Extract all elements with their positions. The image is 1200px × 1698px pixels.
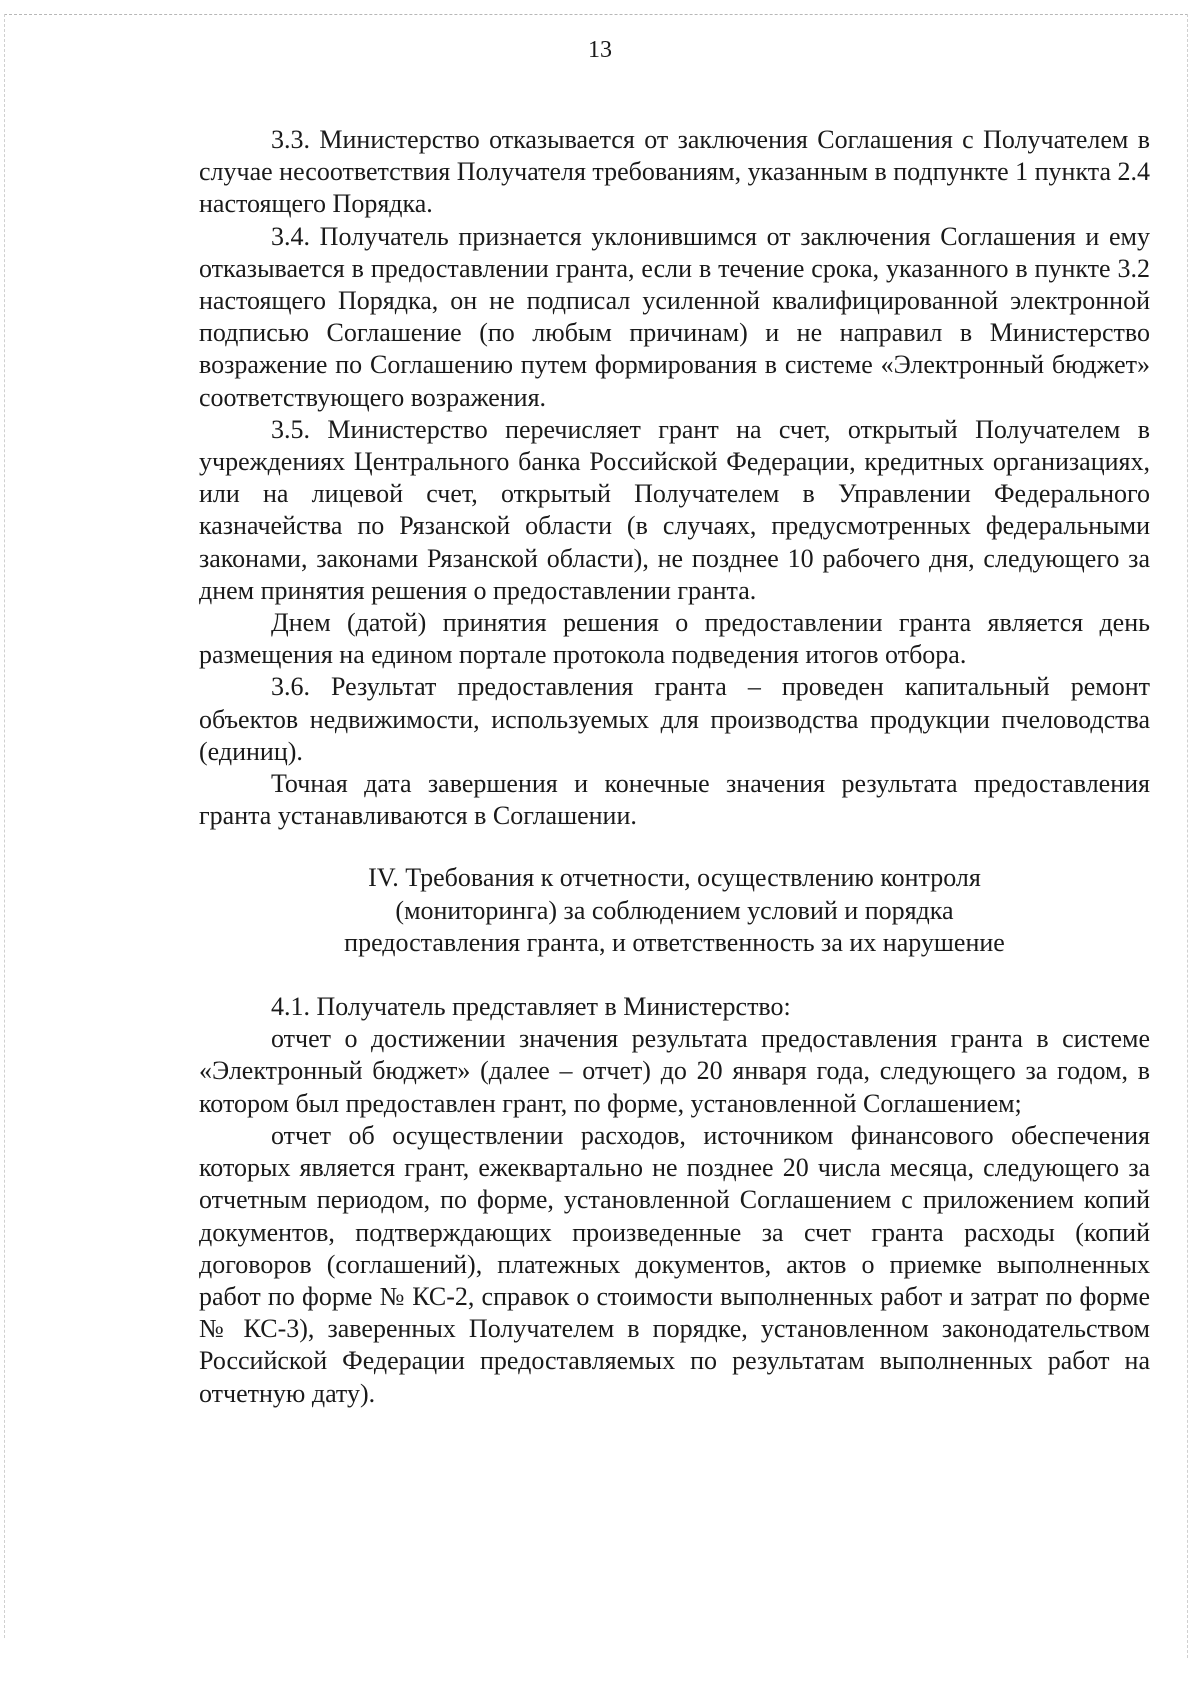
section-heading bbox=[199, 862, 1150, 959]
section-heading-line: (мониторинга) за соблюдением условий и порядка bbox=[395, 895, 954, 925]
scan-border-top bbox=[4, 14, 1188, 15]
scan-border-right bbox=[1187, 14, 1188, 1658]
page-number: 13 bbox=[588, 37, 612, 63]
paragraph-result-date: Точная дата завершения и конечные значения результата предоставления гранта устанавливаются в Соглашении. bbox=[199, 769, 1150, 831]
document-body bbox=[199, 124, 1150, 1410]
paragraph-3-5: 3.5. Министерство перечисляет грант на счет, открытый Получателем в учреждениях Центрального банка Российской Федерации, кредитных организациях, или на лицевой счет, открытый Получателем в Управлении Федерального казначейства по Рязанской области (в случаях, предусмотренных федеральными законами, законами Рязанской области), не позднее 10 рабочего дня, следующего за днем принятия решения о предоставлении гранта. bbox=[199, 414, 1150, 605]
paragraph-3-6: 3.6. Результат предоставления гранта – проведен капитальный ремонт объектов недвижимости, используемых для производства продукции пчеловодства (единиц). bbox=[199, 672, 1150, 766]
scan-border-left bbox=[4, 14, 5, 1638]
paragraph-decision-date: Днем (датой) принятия решения о предоставлении гранта является день размещения на едином портале протокола подведения итогов отбора. bbox=[199, 608, 1150, 670]
section-heading-line: предоставления гранта, и ответственность за их нарушение bbox=[344, 927, 1005, 957]
paragraph-expense-report: отчет об осуществлении расходов, источником финансового обеспечения которых является грант, ежеквартально не позднее 20 числа месяца, следующего за отчетным периодом, по форме, установленной Соглашением с приложением копий документов, подтверждающих произведенные за счет гранта расходы (копий договоров (соглашений), платежных документов, актов о приемке выполненных работ по форме № КС-2, справок о стоимости выполненных работ и затрат по форме № КС-3), заверенных Получателем в порядке, установленном законодательством Российской Федерации предоставляемых по результатам выполненных работ на отчетную дату). bbox=[199, 1120, 1150, 1408]
paragraph-3-4: 3.4. Получатель признается уклонившимся от заключения Соглашения и ему отказывается в предоставлении гранта, если в течение срока, указанного в пункте 3.2 настоящего Порядка, он не подписал усиленной квалифицированной электронной подписью Соглашение (по любым причинам) и не направил в Министерство возражение по Соглашению путем формирования в системе «Электронный бюджет» соответствующего возражения. bbox=[199, 221, 1150, 412]
section-heading-line: IV. Требования к отчетности, осуществлению контроля bbox=[368, 863, 981, 893]
paragraph-result-report: отчет о достижении значения результата предоставления гранта в системе «Электронный бюджет» (далее – отчет) до 20 января года, следующего за годом, в котором был предоставлен грант, по форме, установленной Соглашением; bbox=[199, 1024, 1150, 1118]
paragraph-3-3: 3.3. Министерство отказывается от заключения Соглашения с Получателем в случае несоответствия Получателя требованиям, указанным в подпункте 1 пункта 2.4 настоящего Порядка. bbox=[199, 125, 1150, 219]
paragraph-4-1: 4.1. Получатель представляет в Министерство: bbox=[271, 992, 791, 1022]
